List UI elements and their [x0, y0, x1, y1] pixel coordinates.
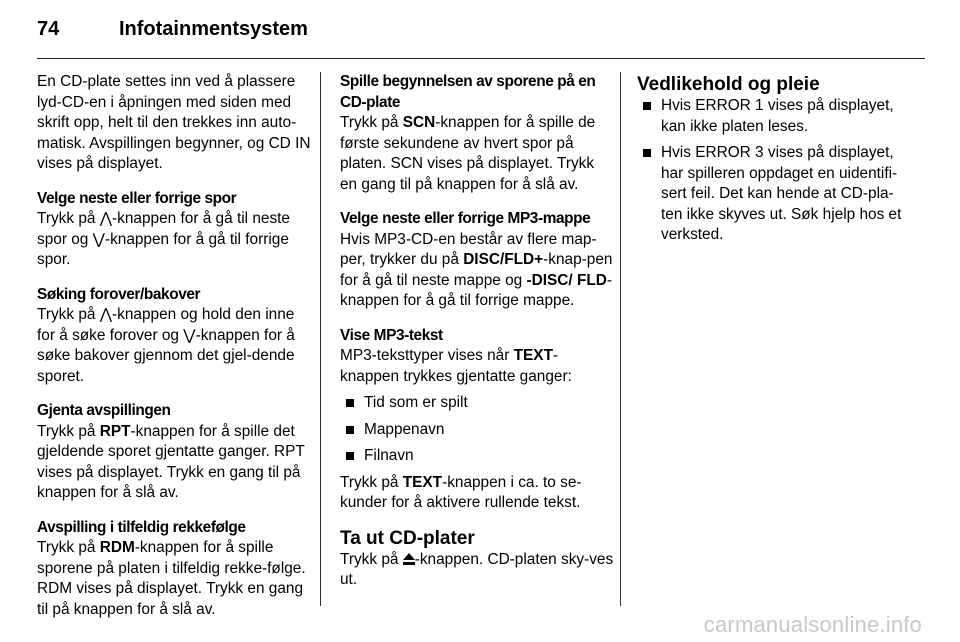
- chevron-down-icon: ⋁: [183, 326, 196, 344]
- chevron-up-icon: ⋀: [99, 210, 113, 227]
- list-item: Tid som er spilt: [340, 393, 614, 414]
- chevron-down-icon: ⋁: [92, 230, 105, 248]
- key-label: TEXT: [402, 473, 443, 491]
- section-heading-large: Ta ut CD-plater: [340, 527, 475, 549]
- key-label: RPT: [99, 422, 131, 440]
- page-number: 74: [37, 18, 60, 40]
- section-mp3-folder: Velge neste eller forrige MP3-mappe Hvis MP3-CD-en består av flere map-per, trykker du på DISC/FLD+-knap-pen for å gå til neste mappe og -DISC/ FLD-knappen for å gå til forrige mappe.: [340, 210, 613, 309]
- key-label: -DISC/ FLD: [526, 271, 607, 289]
- key-label: RDM: [99, 539, 135, 556]
- section-heading: Gjenta avspillingen: [37, 402, 171, 419]
- text-type-list: [340, 393, 614, 467]
- section-heading: Velge neste eller forrige spor: [37, 189, 237, 207]
- section-random: Avspilling i tilfeldig rekkefølge Trykk på RDM-knappen for å spille sporene på platen i tilfeldig rekke-følge. RDM vises på displayet. Trykk en gang til på knappen for å slå av.: [37, 518, 311, 621]
- column-2: [340, 72, 614, 605]
- key-label: TEXT: [513, 347, 553, 364]
- watermark: carmanualsonline.info: [703, 612, 922, 637]
- column-divider: [620, 72, 621, 606]
- section-heading: Spille begynnelsen av sporene på en CD-plate: [340, 73, 596, 111]
- section-mp3-text: Vise MP3-tekst MP3-teksttyper vises når TEXT-knappen trykkes gjentatte ganger: Tid som er spilt Mappenavn Filnavn Trykk på TEXT-knappen i ca. to se-kunder for å aktivere rullende tekst.: [340, 326, 614, 514]
- chapter-title: Infotainmentsystem: [119, 18, 308, 40]
- column-1: [37, 72, 311, 634]
- eject-icon: [403, 553, 415, 565]
- bullet-square-icon: [346, 426, 354, 434]
- list-item: Mappenavn: [340, 420, 614, 441]
- key-label: DISC/FLD+: [463, 251, 544, 268]
- bullet-square-icon: [346, 452, 354, 460]
- section-heading: Vise MP3-tekst: [340, 326, 443, 344]
- bullet-square-icon: [643, 149, 651, 157]
- intro-paragraph: En CD-plate settes inn ved å plassere lyd-CD-en i åpningen med siden med skrift opp, helt til den trekkes inn auto-matisk. Avspillingen begynner, og CD IN vises på displayet.: [37, 73, 311, 172]
- chevron-up-icon: ⋀: [99, 306, 113, 323]
- list-item: Hvis ERROR 3 vises på displayet, har spilleren oppdaget en uidentifi-sert feil. Det kan hende at CD-pla-ten ikke skyves ut. Søk hjelp hos et verksted.: [637, 143, 907, 246]
- section-heading: Avspilling i tilfeldig rekkefølge: [37, 518, 246, 536]
- section-repeat: Gjenta avspillingen Trykk på RPT-knappen for å spille det gjeldende sporet gjentatte ganger. RPT vises på displayet. Trykk en gang til på knappen for å slå av.: [37, 401, 311, 504]
- list-item: Hvis ERROR 1 vises på displayet, kan ikke platen leses.: [637, 96, 907, 137]
- bullet-square-icon: [643, 102, 651, 110]
- page-header: [37, 18, 927, 48]
- bullet-square-icon: [346, 399, 354, 407]
- key-label: SCN: [402, 114, 436, 131]
- column-divider: [320, 72, 321, 606]
- section-heading-large: Vedlikehold og pleie: [637, 74, 820, 95]
- section-eject: Ta ut CD-plater Trykk på -knappen. CD-platen sky-ves ut.: [340, 527, 614, 588]
- section-search: Søking forover/bakover Trykk på ⋀-knappen og hold den inne for å søke forover og ⋁-knappen for å søke bakover gjennom det gjel-dende sporet.: [37, 285, 311, 388]
- maintenance-list: [637, 96, 907, 246]
- list-item: Filnavn: [340, 446, 614, 467]
- section-scan: Spille begynnelsen av sporene på en CD-plate Trykk på SCN-knappen for å spille de første sekundene av hvert spor på platen. SCN vises på displayet. Trykk en gang til på knappen for å slå av.: [340, 72, 614, 195]
- section-next-prev-track: Velge neste eller forrige spor Trykk på ⋀-knappen for å gå til neste spor og ⋁-knappen for å gå til forrige spor.: [37, 189, 311, 271]
- section-heading: Velge neste eller forrige MP3-mappe: [340, 210, 591, 227]
- header-rule: [37, 58, 925, 59]
- column-3: [637, 72, 907, 252]
- section-heading: Søking forover/bakover: [37, 285, 201, 303]
